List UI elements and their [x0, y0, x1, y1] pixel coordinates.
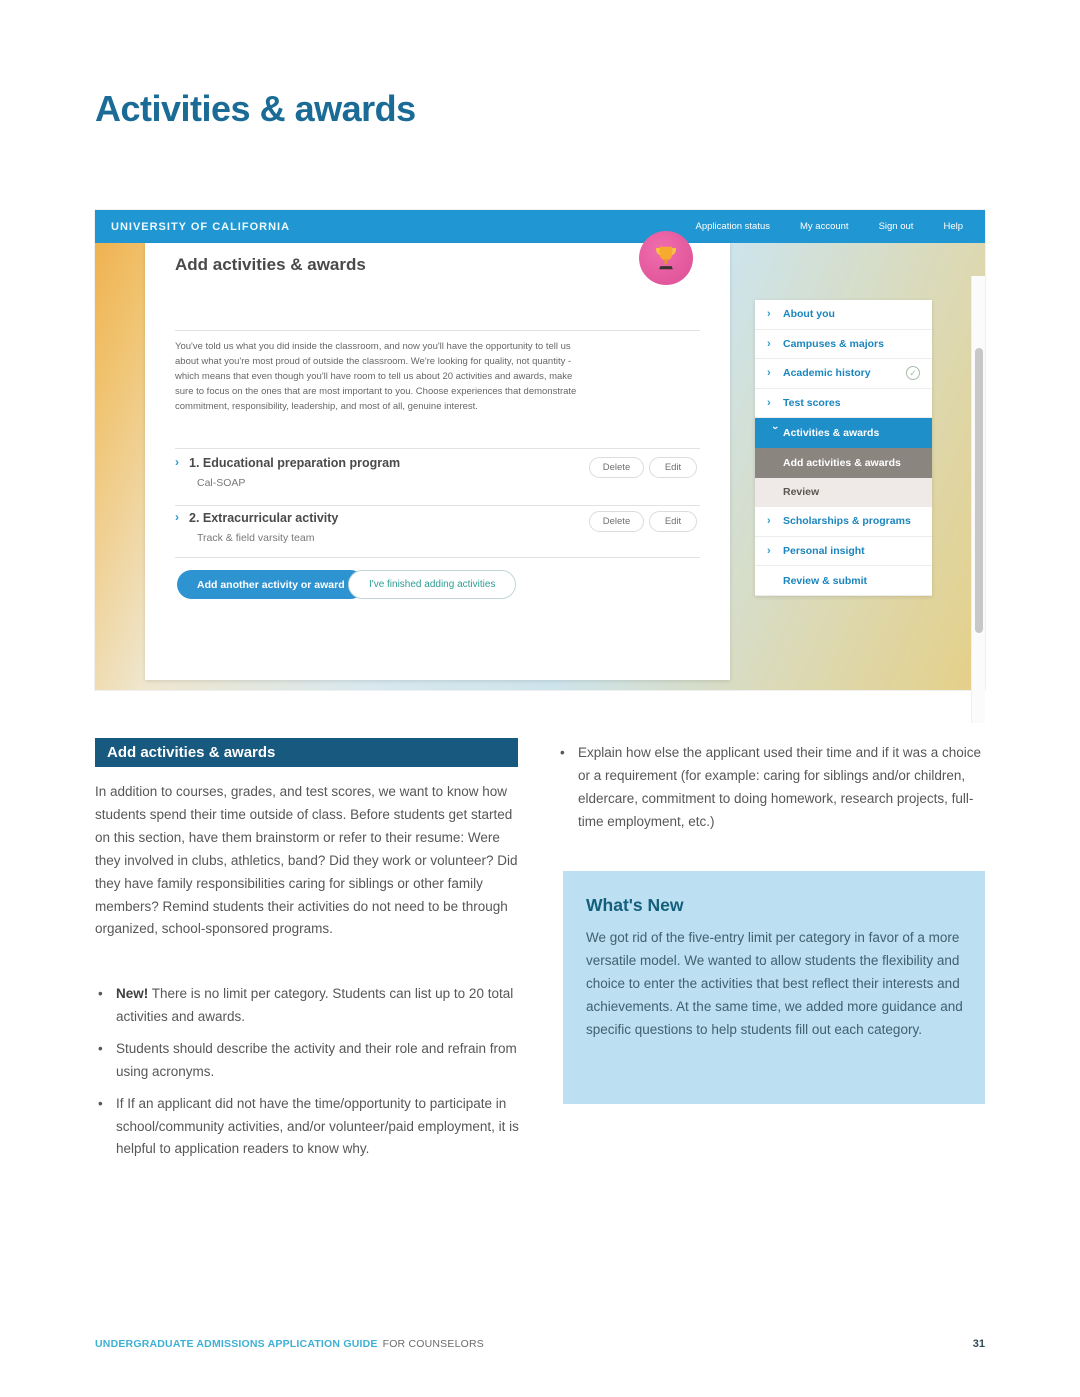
- entry-subtitle: Track & field varsity team: [197, 532, 315, 544]
- list-item: • Students should describe the activity and their role and refrain from using acronyms.: [98, 1038, 530, 1084]
- whats-new-body: We got rid of the five-entry limit per category in favor of a more versatile model. We wanted to allow students the flexibility and choice to enter the activities that best reflect their interests and achievements. At the same time, we added more guidance and specific questions to help students fill out each category.: [586, 930, 963, 1037]
- list-item: • Explain how else the applicant used their time and if it was a choice or a requirement (for example: caring for siblings and/or children, eldercare, commitment to doing homework, research projects, full-time employment, etc.): [560, 742, 992, 834]
- entry-subtitle: Cal-SOAP: [197, 477, 246, 489]
- chevron-down-icon: ›: [769, 426, 781, 430]
- bullet-icon: •: [98, 1095, 103, 1111]
- sidebar-item-about-you[interactable]: › About you: [755, 300, 932, 330]
- add-activity-button[interactable]: Add another activity or award: [177, 570, 365, 599]
- chevron-right-icon: ›: [767, 515, 771, 528]
- chevron-right-icon: ›: [767, 367, 771, 380]
- menu-application-status[interactable]: Application status: [695, 221, 770, 232]
- page-title: Activities & awards: [95, 88, 416, 129]
- sidebar-item-test-scores[interactable]: › Test scores: [755, 389, 932, 419]
- chevron-right-icon: ›: [767, 308, 771, 321]
- list-item: • If If an applicant did not have the time/opportunity to participate in school/community activities, and/or volunteer/paid employment, it is helpful to application readers to know why.: [98, 1093, 530, 1162]
- edit-button[interactable]: Edit: [649, 511, 697, 532]
- uc-brand: UNIVERSITY OF CALIFORNIA: [111, 220, 291, 233]
- sidebar-subitem-add-activities[interactable]: Add activities & awards: [755, 448, 932, 478]
- bullet-icon: •: [98, 986, 103, 1001]
- menu-sign-out[interactable]: Sign out: [878, 221, 914, 232]
- sidebar-item-scholarships-programs[interactable]: › Scholarships & programs: [755, 507, 932, 537]
- chevron-right-icon: ›: [767, 545, 771, 558]
- list-item: • New! There is no limit per category. Students can list up to 20 total activities and awards.: [98, 983, 530, 1029]
- sidebar-item-campuses-majors[interactable]: › Campuses & majors: [755, 330, 932, 360]
- entry-row-1[interactable]: [175, 456, 400, 470]
- footer-guide-title: UNDERGRADUATE ADMISSIONS APPLICATION GUIDE: [95, 1338, 378, 1350]
- bullet-list-right: [560, 742, 992, 843]
- app-topbar: [95, 210, 985, 243]
- section-header: Add activities & awards: [95, 738, 518, 767]
- chevron-right-icon: ›: [767, 397, 771, 410]
- complete-check-icon: ✓: [906, 366, 920, 380]
- menu-help[interactable]: Help: [943, 221, 963, 232]
- app-screenshot: [95, 210, 985, 690]
- footer-audience: FOR COUNSELORS: [382, 1338, 484, 1350]
- activities-card: [145, 243, 730, 680]
- divider: [175, 448, 700, 449]
- divider: [175, 330, 700, 331]
- divider: [175, 505, 700, 506]
- topbar-menu: [696, 221, 985, 232]
- section-intro: In addition to courses, grades, and test scores, we want to know how students spend their time outside of class. Before students get started on this section, have them brainstorm or refer to their resume: Were they involved in clubs, athletics, band? Did they work or volunteer? Did they have family responsibilities caring for siblings or other family members? Remind students their activities do not need to be through organized, school-sponsored programs.: [95, 784, 518, 937]
- finished-adding-button[interactable]: I've finished adding activities: [348, 570, 516, 599]
- application-sidebar: [755, 300, 932, 596]
- bullet-icon: •: [98, 1040, 103, 1056]
- card-heading: Add activities & awards: [175, 255, 366, 274]
- chevron-right-icon: ›: [767, 337, 771, 350]
- menu-my-account[interactable]: My account: [800, 221, 849, 232]
- card-intro: You've told us what you did inside the classroom, and now you'll have the opportunity to tell us about what you're most proud of outside the classroom. We're looking for quality, not quantity - which means that even though you'll have room to tell us about 20 activities and awards, make sure to focus on the ones that are most important to you. Choose experiences that demonstrate commitment, responsibility, leadership, and most of all, genuine interest.: [175, 341, 577, 412]
- scrollbar-track[interactable]: [971, 276, 985, 723]
- whats-new-title: What's New: [586, 895, 684, 915]
- bullet-icon: •: [560, 745, 565, 760]
- page-number: 31: [972, 1338, 985, 1350]
- delete-button[interactable]: Delete: [589, 511, 644, 532]
- sidebar-subitem-review[interactable]: Review: [755, 478, 932, 508]
- chevron-right-icon: ›: [175, 455, 179, 469]
- sidebar-item-activities-awards[interactable]: › Activities & awards: [755, 418, 932, 448]
- bullet-list-left: [98, 983, 530, 1170]
- whats-new-box: [563, 871, 985, 1104]
- entry-row-2[interactable]: [175, 511, 338, 525]
- delete-button[interactable]: Delete: [589, 457, 644, 478]
- edit-button[interactable]: Edit: [649, 457, 697, 478]
- page-footer: [95, 1338, 985, 1350]
- app-body: [95, 243, 985, 690]
- entry-title: 2. Extracurricular activity: [189, 511, 339, 525]
- entry-title: 1. Educational preparation program: [189, 456, 401, 470]
- sidebar-item-review-submit[interactable]: Review & submit: [755, 566, 932, 596]
- sidebar-item-personal-insight[interactable]: › Personal insight: [755, 537, 932, 567]
- trophy-badge: [639, 231, 693, 285]
- chevron-right-icon: ›: [175, 510, 179, 524]
- scrollbar-thumb[interactable]: [975, 348, 983, 633]
- trophy-icon: [651, 243, 681, 273]
- sidebar-item-academic-history[interactable]: › Academic history ✓: [755, 359, 932, 389]
- divider: [175, 557, 700, 558]
